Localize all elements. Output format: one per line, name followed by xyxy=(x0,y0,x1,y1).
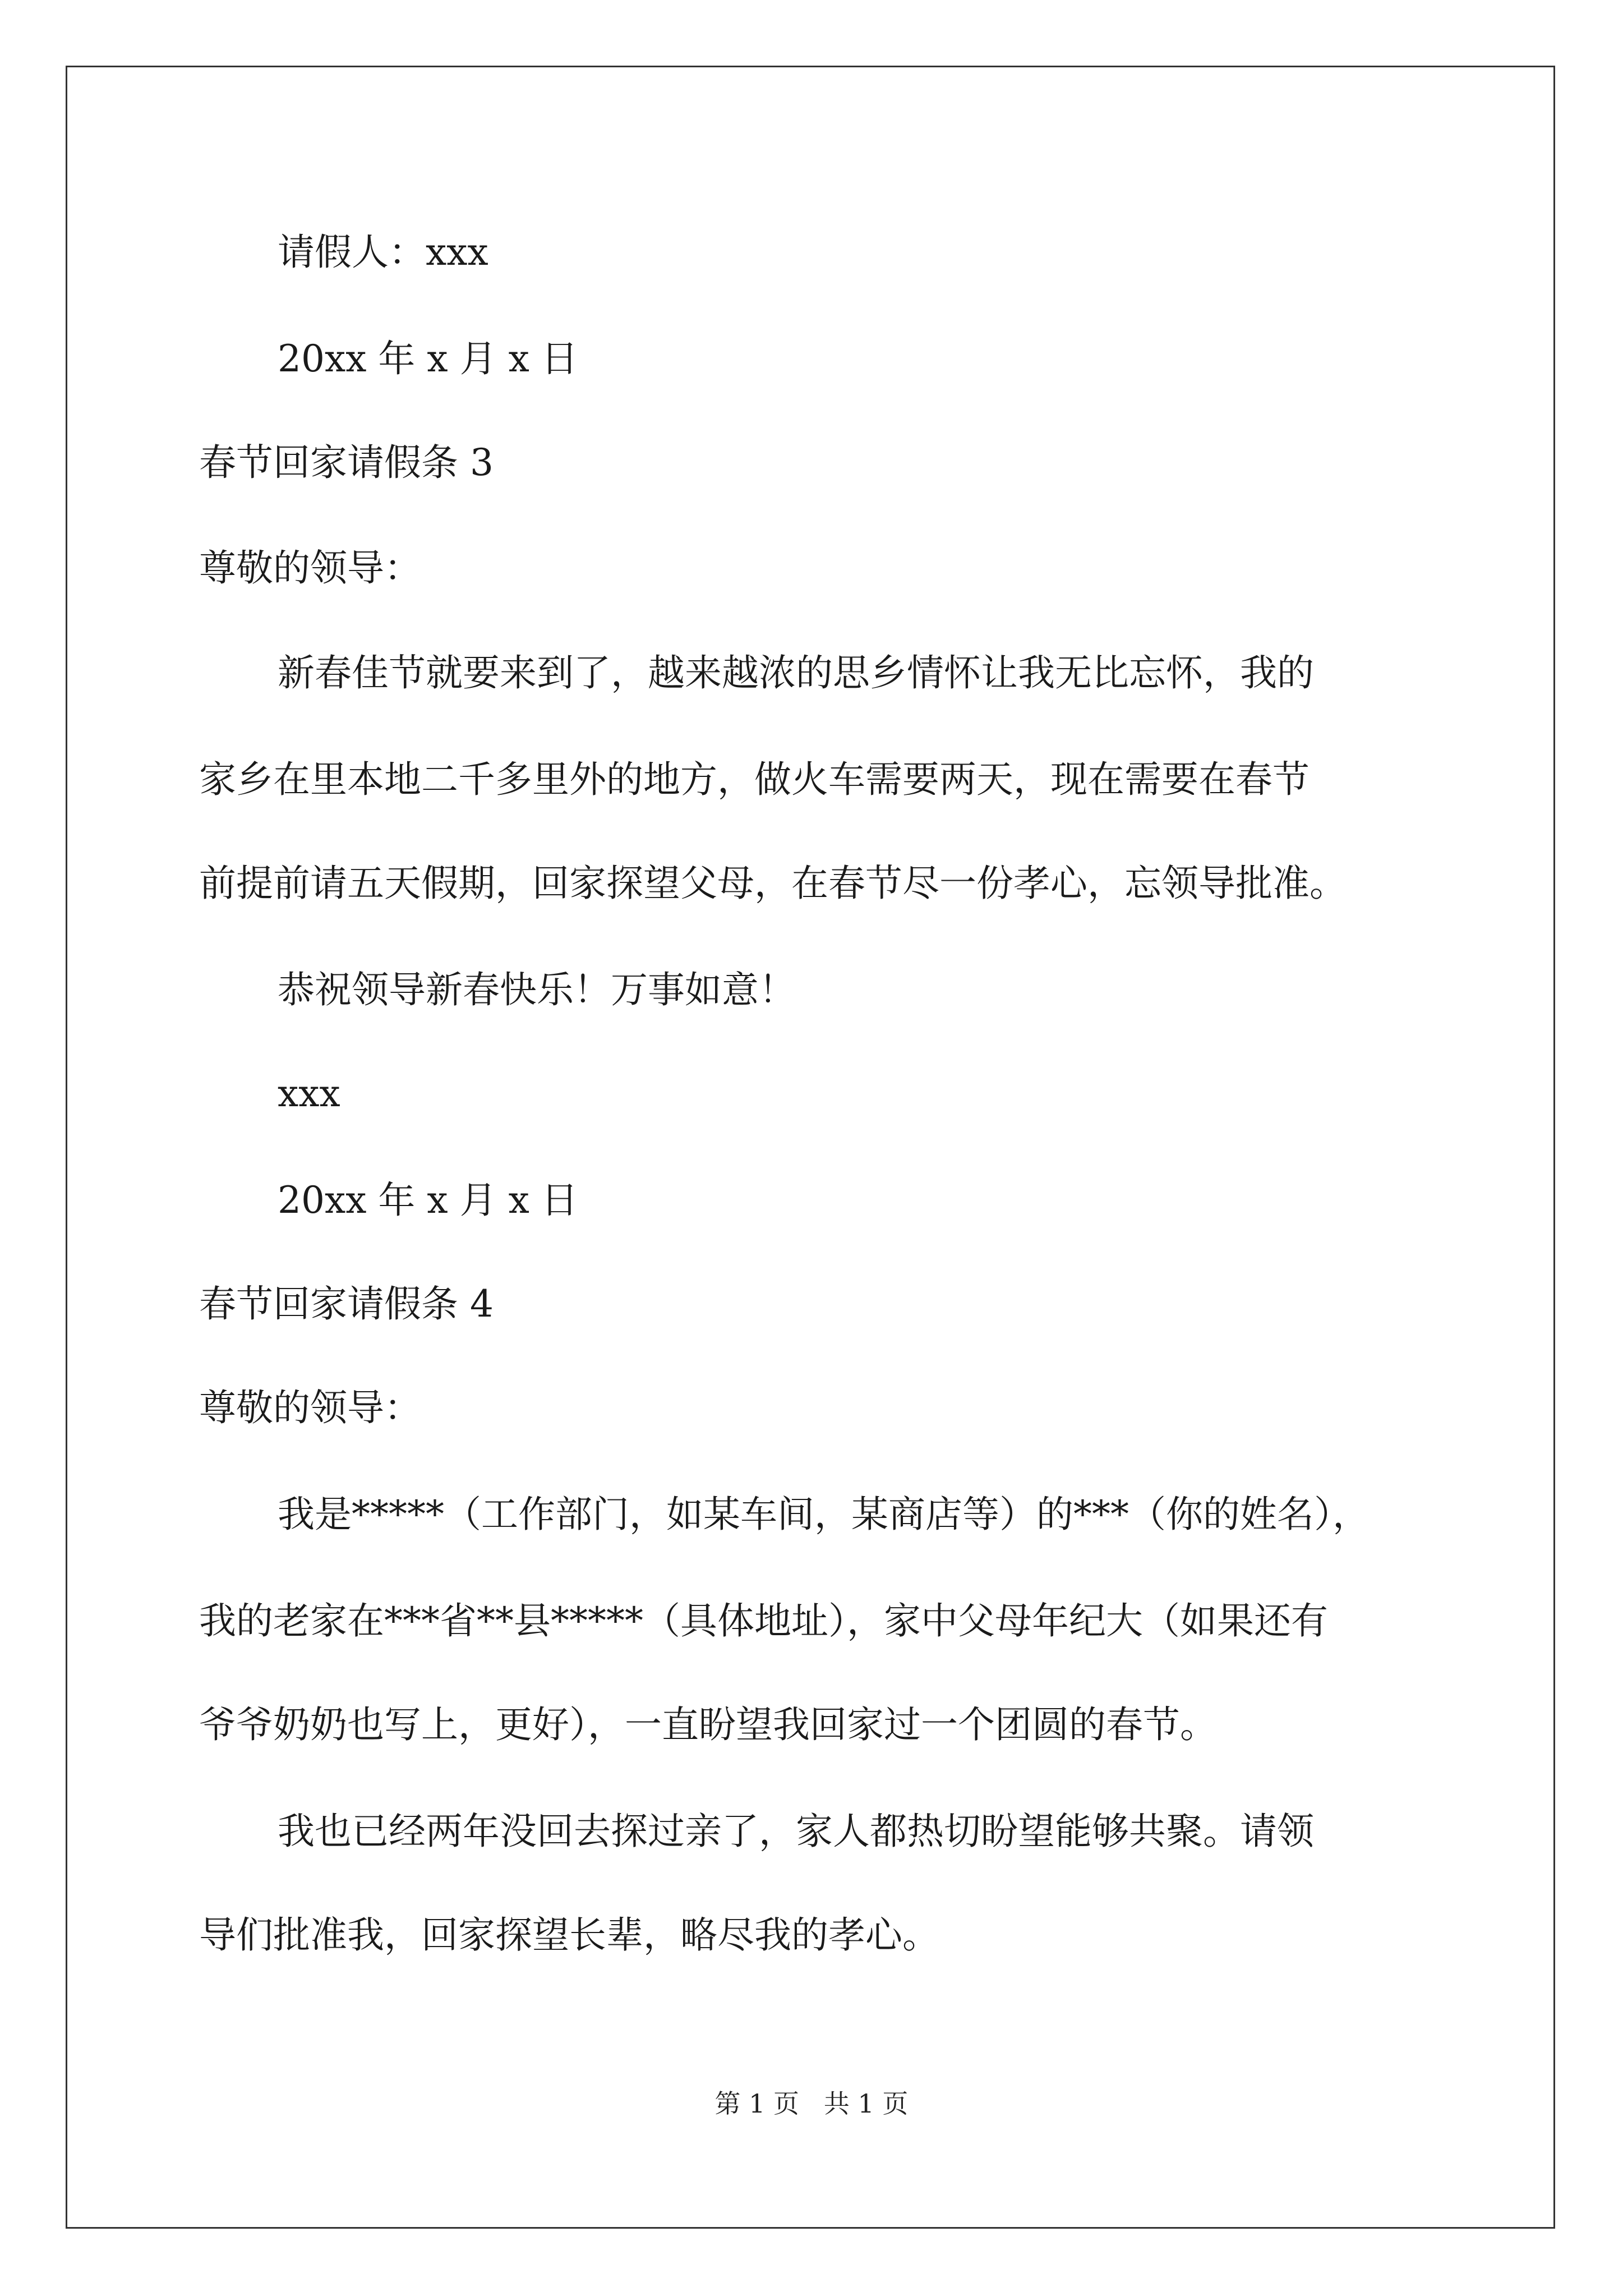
paragraph-line: 我是*****（工作部门，如某车间，某商店等）的***（你的姓名）， xyxy=(278,1493,1370,1536)
applicant-line: 请假人：xxx xyxy=(278,231,488,274)
date-line: 20xx 年 x 月 x 日 xyxy=(278,1179,578,1222)
page-border xyxy=(66,66,1555,2229)
page-footer: 第 1 页 共 1 页 xyxy=(714,2088,909,2119)
date-line: 20xx 年 x 月 x 日 xyxy=(278,337,578,380)
paragraph-line: 家乡在里本地二千多里外的地方，做火车需要两天，现在需要在春节 xyxy=(199,758,1310,801)
greeting-line: 恭祝领导新春快乐！万事如意！ xyxy=(278,968,796,1011)
paragraph-line: 爷爷奶奶也写上，更好），一直盼望我回家过一个团圆的春节。 xyxy=(199,1703,1217,1746)
paragraph-line: 导们批准我，回家探望长辈，略尽我的孝心。 xyxy=(199,1913,939,1957)
section-title-3: 春节回家请假条 3 xyxy=(199,441,494,484)
signature-line: xxx xyxy=(278,1072,340,1115)
salutation: 尊敬的领导： xyxy=(199,546,421,590)
paragraph-line: 新春佳节就要来到了，越来越浓的思乡情怀让我无比忘怀，我的 xyxy=(278,651,1314,694)
section-title-4: 春节回家请假条 4 xyxy=(199,1282,494,1326)
salutation: 尊敬的领导： xyxy=(199,1386,421,1429)
paragraph-line: 我的老家在***省**县*****（具体地址），家中父母年纪大（如果还有 xyxy=(199,1599,1328,1642)
paragraph-line: 前提前请五天假期，回家探望父母，在春节尽一份孝心，忘领导批准。 xyxy=(199,862,1347,905)
paragraph-line: 我也已经两年没回去探过亲了，家人都热切盼望能够共聚。请领 xyxy=(278,1810,1314,1853)
